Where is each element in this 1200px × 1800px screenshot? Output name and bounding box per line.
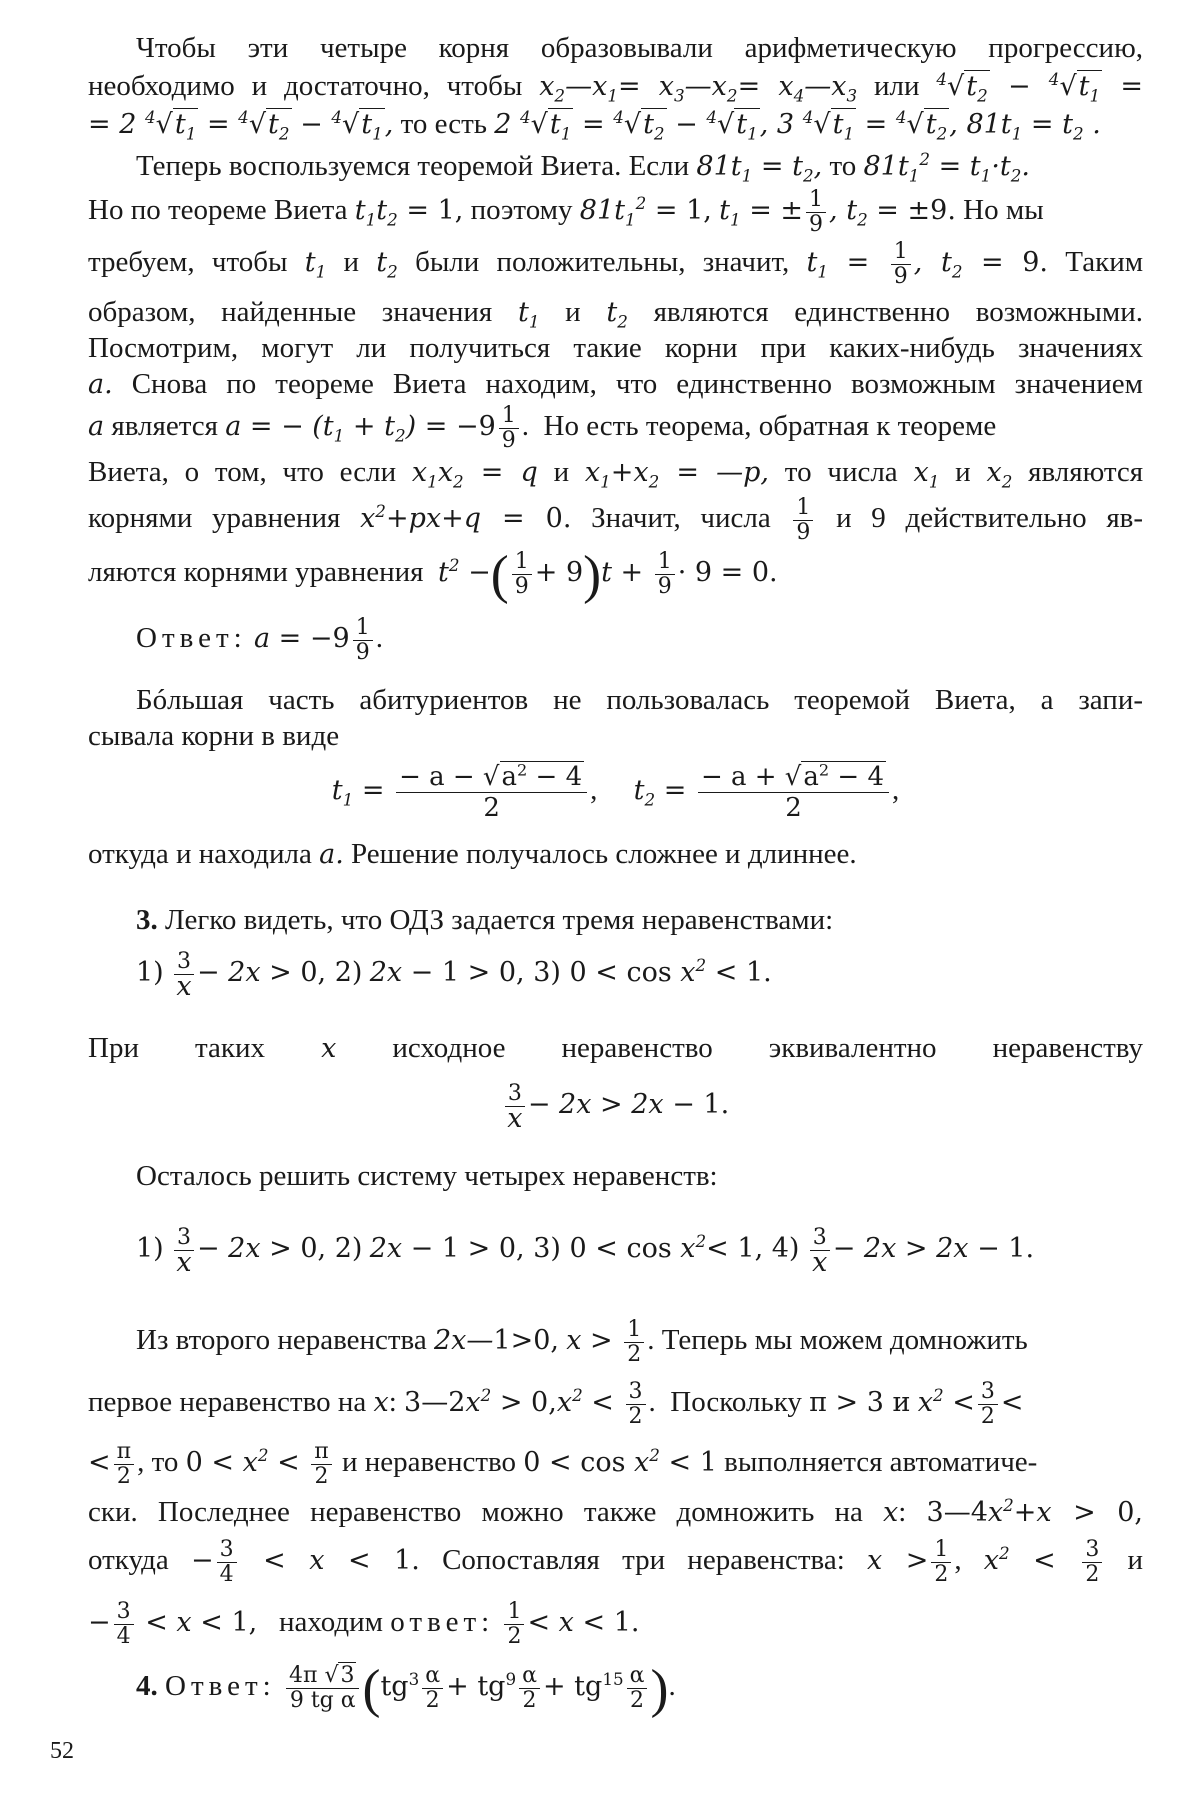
text: то (151, 1446, 179, 1479)
answer-line: Ответ: a = −9 $\frac{1}{9}$ . (136, 615, 383, 665)
text: является (111, 410, 218, 443)
text: Осталось решить систему четырех неравенств: (136, 1160, 718, 1192)
text: выполняется автоматиче- (724, 1446, 1038, 1479)
text-line: откуда − $\frac{3}{4}$ < x < 1. Сопоставляя три неравенства: x > $\frac{1}{2}$ , $x^2$ < $\frac{3}{2}$ и (88, 1537, 1144, 1587)
text: При таких (88, 1032, 266, 1064)
math-line: 1) 3 x − 2x > 0, 2) 2x − 1 > 0, 3) $0 < \cos x^2< 1$, 4) 3 x − 2x > 2x − 1. (136, 1225, 1035, 1278)
text: необходимо и достаточно, чтобы (88, 70, 540, 102)
text-line: − $\frac{3}{4}$ < x < 1, находим ответ: $\frac{1}{2}$ < x < 1. (88, 1599, 640, 1649)
answer-label: Ответ: (165, 1670, 276, 1703)
text: Решение получалось сложнее и длиннее. (351, 838, 857, 870)
text: то числа (784, 456, 898, 488)
text: Снова по теореме Виета находим, что единственно возможным значением (131, 368, 1143, 400)
text: или (874, 70, 920, 102)
text: Значит, числа (591, 502, 771, 535)
formula-roots: $t_1$ = $\frac{- a - √a^2 - 4}{2}$ , $t_2$ = $\frac{- a + √a^2 - 4}{2}$ , (331, 760, 900, 823)
text: были положительны, значит, (415, 246, 790, 279)
formula-inequality: 3 x − 2x > 2x − 1. (88, 1082, 1143, 1131)
text-line: первое неравенство на x: $3—2x^2 > 0,x^2$ < $\frac{3}{2}$ . Поскольку π > 3 и $x^2$ < $\frac{3}{2}$ < (88, 1379, 1024, 1429)
text: Поскольку (670, 1386, 802, 1419)
text: ски. Последнее неравенство можно также домножить на (88, 1496, 863, 1528)
text-line (88, 680, 1143, 720)
problem-3-heading (88, 900, 1143, 940)
text: то (829, 150, 857, 182)
text: Виета, о том, что если (88, 456, 397, 488)
text: Из второго неравенства (136, 1324, 427, 1357)
problem-4-answer: 4. Ответ: $\frac{4\pi √3}{\text{9 tg α}}$ ($tg^3$ $\frac{\alpha}{2}$ + $tg^9$ $\frac{\alpha}{2}$ + $tg^{15}$ $\frac{\alpha}{2}$ ). (136, 1658, 676, 1719)
text: и (553, 456, 570, 488)
text-line (88, 328, 1143, 368)
text-line: требуем, чтобы $t_1$ и $t_2$ были положительны, значит, $t_1$ = $\frac{1}{9}$ , $t_2 = 9$. Таким (88, 239, 1144, 289)
text: Легко видеть, что ОДЗ задается тремя неравенствами: (165, 904, 834, 936)
text: первое неравенство на (88, 1386, 367, 1419)
text: Бóльшая часть абитуриентов не пользовалась теоремой Виета, а запи- (136, 684, 1143, 716)
text: сывала корни в виде (88, 720, 340, 752)
text: Чтобы эти четыре корня образовывали арифметическую прогрессию, (136, 32, 1143, 64)
text: Таким (1065, 246, 1144, 279)
text-line: ски. Последнее неравенство можно также домножить на x: $3—4x^2+x > 0$, (88, 1495, 1144, 1528)
text: откуда и находила (88, 838, 312, 870)
text-line: откуда и находила a. Решение получалось сложнее и длиннее. (88, 838, 857, 870)
answer-label: Ответ: (136, 622, 247, 655)
text-line: образом, найденные значения $t_1$ и $t_2$ являются единственно возможными. (88, 296, 1144, 332)
text: корнями уравнения (88, 502, 341, 535)
text: Теперь мы можем домножить (661, 1324, 1028, 1357)
text-line: необходимо и достаточно, чтобы $x_2—x_1=$ $x_3—x_2=$ $x_4—x_3$ или $^4√t_2 - ^4√t_1$ = (88, 69, 1143, 106)
text-line: a является a = − $(t_1 + t_2) = -9$ $\frac{1}{9}$ . Но есть теорема, обратная к теореме (88, 403, 997, 453)
text-line: корнями уравнения $x^2+px+q = 0$. Значит, числа $\frac{1}{9}$ и 9 действительно яв- (88, 495, 1144, 545)
text-line: Но по теореме Виета $t_1t_2 = 1$, поэтому $81t_1^2 = 1$, $t_1$ = ± $\frac{1}{9}$ , $t_2 = \pm 9$. Но мы (88, 187, 1044, 237)
text: откуда (88, 1544, 169, 1577)
text: исходное неравенство эквивалентно неравенству (392, 1032, 1144, 1064)
text: являются (1028, 456, 1144, 488)
text: Но есть теорема, обратная к теореме (543, 410, 997, 443)
problem-number: 4. (136, 1670, 158, 1703)
text: являются единственно возможными. (653, 296, 1144, 328)
text: и (1127, 1544, 1144, 1577)
text: находим (278, 1606, 384, 1639)
text: Но по теореме Виета (88, 194, 348, 227)
text: ляются корнями уравнения (88, 556, 424, 589)
text-line: Теперь воспользуемся теоремой Виета. Если $81t_1 = t_2$, то $81t_1^2 = t_1\cdot t_2$. (136, 149, 1030, 186)
text: и 9 действительно яв- (836, 502, 1144, 535)
text: и (955, 456, 971, 488)
text: Сопоставляя три неравенства: (442, 1544, 845, 1577)
text-line: Виета, о том, что если $x_1x_2 = q$ и $x_1+x_2$ = —p, то числа $x_1$ и $x_2$ являются (88, 456, 1144, 492)
answer-label: ответ: (390, 1606, 495, 1639)
text-line: ляются корнями уравнения $t^2$ −( $\frac{1}{9}$ + 9)t + $\frac{1}{9}$ · 9 = 0. (88, 544, 778, 605)
text-line (88, 716, 1143, 756)
math-line: = 2 $^4√t_1 = ^4√t_2 - ^4√t_1$, то есть 2 $^4√t_1 = ^4√t_2 - ^4√t_1$, 3 $^4√t_1 = ^4√t_2$, $81t_1 = t_2$ . (88, 107, 1101, 144)
text-line (88, 1156, 1143, 1196)
text: Но мы (963, 194, 1044, 227)
text-line: При таких x исходное неравенство эквивалентно неравенству (88, 1032, 1144, 1064)
text: Теперь воспользуемся теоремой Виета. Если (136, 150, 697, 182)
problem-number: 3. (136, 904, 158, 936)
text: и (565, 296, 581, 328)
text: образом, найденные значения (88, 296, 493, 328)
text-line (88, 28, 1143, 68)
text: то есть (400, 108, 487, 140)
text-line: Из второго неравенства 2x—1>0, x > $\frac{1}{2}$ . Теперь мы можем домножить (136, 1317, 1028, 1367)
text: требуем, чтобы (88, 246, 288, 279)
text: и (343, 246, 360, 279)
text: Посмотрим, могут ли получиться такие корни при каких-нибудь значениях (88, 332, 1143, 364)
page-number: 52 (50, 1738, 74, 1764)
text: и неравенство (342, 1446, 517, 1479)
text: поэтому (470, 194, 573, 227)
math-line: 1) 3 x − 2x > 0, 2) 2x − 1 > 0, 3) $0 < \cos x^2 < 1$. (136, 949, 772, 1002)
text-line: a. Снова по теореме Виета находим, что единственно возможным значением (88, 368, 1143, 400)
text-line: < $\frac{\pi}{2}$ , то $0 < x^2$ < $\frac{\pi}{2}$ и неравенство $0 < \cos x^2 < 1$ выполняется автоматиче- (88, 1439, 1038, 1489)
